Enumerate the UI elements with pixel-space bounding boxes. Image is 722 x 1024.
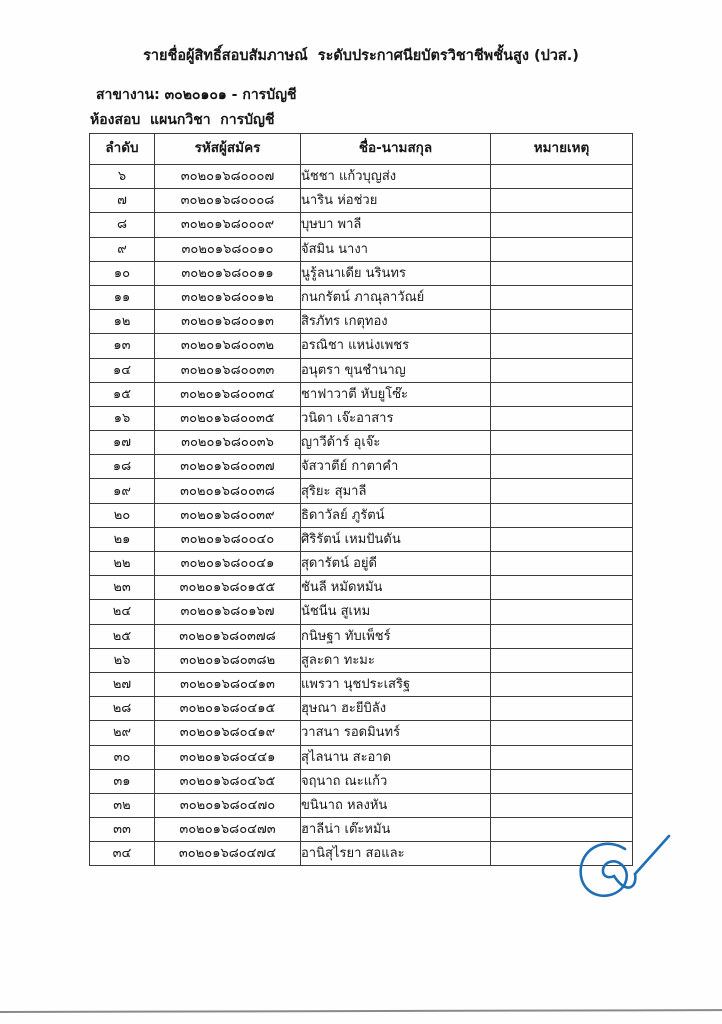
table-row <box>90 721 633 745</box>
cell-applicant-code: ๓๐๒๐๑๖๘๐๔๑๕ <box>155 697 301 721</box>
table-row <box>90 648 633 672</box>
cell-order-number: ๑๓ <box>90 334 155 358</box>
cell-remark <box>491 310 633 334</box>
cell-order-number: ๑๘ <box>90 455 155 479</box>
cell-applicant-code: ๓๐๒๐๑๖๘๐๓๘๒ <box>155 648 301 672</box>
cell-applicant-code: ๓๐๒๐๑๖๘๐๔๗๔ <box>155 842 301 866</box>
cell-remark <box>491 769 633 793</box>
cell-applicant-code: ๓๐๒๐๑๖๘๐๐๔๑ <box>155 552 301 576</box>
cell-remark <box>491 697 633 721</box>
cell-order-number: ๓๐ <box>90 745 155 769</box>
cell-order-number: ๒๔ <box>90 600 155 624</box>
cell-remark <box>491 721 633 745</box>
cell-remark <box>491 431 633 455</box>
table-row <box>90 431 633 455</box>
cell-order-number: ๑๖ <box>90 406 155 430</box>
cell-order-number: ๒๖ <box>90 648 155 672</box>
cell-order-number: ๒๕ <box>90 624 155 648</box>
table-row <box>90 697 633 721</box>
cell-full-name: ฮาลีน่า เต๊ะหมัน <box>301 818 491 842</box>
page-edge-line <box>0 1009 722 1013</box>
cell-full-name: อรณิชา แหน่งเพชร <box>301 334 491 358</box>
cell-full-name: ฮุษณา ฮะยีบิลัง <box>301 697 491 721</box>
cell-order-number: ๒๑ <box>90 527 155 551</box>
header-code: รหัสผู้สมัคร <box>155 134 301 165</box>
cell-full-name: นูรู้ลนาเดีย นรินทร <box>301 261 491 285</box>
cell-full-name: สูละดา ทะมะ <box>301 648 491 672</box>
table-row <box>90 600 633 624</box>
cell-applicant-code: ๓๐๒๐๑๖๘๐๑๖๗ <box>155 600 301 624</box>
cell-order-number: ๒๗ <box>90 672 155 696</box>
cell-full-name: แพรวา นุชประเสริฐ <box>301 672 491 696</box>
cell-full-name: อนุตรา ขุนชำนาญ <box>301 358 491 382</box>
cell-applicant-code: ๓๐๒๐๑๖๘๐๔๑๙ <box>155 721 301 745</box>
cell-remark <box>491 406 633 430</box>
cell-full-name: ศิริรัตน์ เหมปันดัน <box>301 527 491 551</box>
cell-remark <box>491 382 633 406</box>
table-row <box>90 189 633 213</box>
candidates-table <box>89 133 633 866</box>
cell-applicant-code: ๓๐๒๐๑๖๘๐๐๓๙ <box>155 503 301 527</box>
cell-order-number: ๗ <box>90 189 155 213</box>
cell-order-number: ๒๘ <box>90 697 155 721</box>
table-row <box>90 745 633 769</box>
cell-remark <box>491 672 633 696</box>
cell-order-number: ๑๑ <box>90 285 155 309</box>
table-row <box>90 624 633 648</box>
cell-order-number: ๓๓ <box>90 818 155 842</box>
exam-room-line: ห้องสอบ แผนกวิชา การบัญชี <box>90 112 275 128</box>
cell-full-name: บุษบา พาลี <box>301 213 491 237</box>
cell-order-number: ๒๙ <box>90 721 155 745</box>
cell-applicant-code: ๓๐๒๐๑๖๘๐๐๓๗ <box>155 455 301 479</box>
table-row <box>90 382 633 406</box>
table-row <box>90 527 633 551</box>
cell-remark <box>491 552 633 576</box>
cell-applicant-code: ๓๐๒๐๑๖๘๐๐๓๖ <box>155 431 301 455</box>
cell-full-name: สุดารัตน์ อยู่ดี <box>301 552 491 576</box>
table-row <box>90 334 633 358</box>
table-row <box>90 576 633 600</box>
table-row <box>90 237 633 261</box>
cell-remark <box>491 842 633 866</box>
cell-applicant-code: ๓๐๒๐๑๖๘๐๐๔๐ <box>155 527 301 551</box>
cell-applicant-code: ๓๐๒๐๑๖๘๐๐๐๗ <box>155 165 301 189</box>
cell-applicant-code: ๓๐๒๐๑๖๘๐๐๑๐ <box>155 237 301 261</box>
cell-applicant-code: ๓๐๒๐๑๖๘๐๔๑๓ <box>155 672 301 696</box>
cell-remark <box>491 455 633 479</box>
cell-applicant-code: ๓๐๒๐๑๖๘๐๐๐๙ <box>155 213 301 237</box>
cell-applicant-code: ๓๐๒๐๑๖๘๐๐๓๘ <box>155 479 301 503</box>
table-row <box>90 358 633 382</box>
cell-applicant-code: ๓๐๒๐๑๖๘๐๔๗๓ <box>155 818 301 842</box>
cell-full-name: ธิดาวัลย์ ภูรัตน์ <box>301 503 491 527</box>
cell-full-name: อานิสุไรยา สอและ <box>301 842 491 866</box>
cell-remark <box>491 479 633 503</box>
cell-full-name: ชาฟาวาตี หับยูโซ๊ะ <box>301 382 491 406</box>
cell-full-name: นัชชา แก้วบุญส่ง <box>301 165 491 189</box>
cell-order-number: ๒๒ <box>90 552 155 576</box>
cell-full-name: นาริน ห่อช่วย <box>301 189 491 213</box>
table-row <box>90 285 633 309</box>
cell-remark <box>491 648 633 672</box>
cell-applicant-code: ๓๐๒๐๑๖๘๐๔๖๕ <box>155 769 301 793</box>
cell-remark <box>491 165 633 189</box>
cell-full-name: สุริยะ สุมาลี <box>301 479 491 503</box>
table-row <box>90 552 633 576</box>
table-row <box>90 672 633 696</box>
cell-applicant-code: ๓๐๒๐๑๖๘๐๐๓๒ <box>155 334 301 358</box>
cell-full-name: นัชนีน สูเหม <box>301 600 491 624</box>
cell-remark <box>491 600 633 624</box>
cell-remark <box>491 624 633 648</box>
cell-full-name: วาสนา รอดมินทร์ <box>301 721 491 745</box>
cell-order-number: ๒๓ <box>90 576 155 600</box>
cell-full-name: สุไลนาน สะอาด <box>301 745 491 769</box>
table-row <box>90 793 633 817</box>
cell-full-name: ขนินาถ หลงหัน <box>301 793 491 817</box>
table-header <box>90 134 633 165</box>
table-row <box>90 261 633 285</box>
cell-full-name: จัสมิน นางา <box>301 237 491 261</box>
cell-remark <box>491 527 633 551</box>
header-name: ชื่อ-นามสกุล <box>301 134 491 165</box>
table-row <box>90 165 633 189</box>
cell-remark <box>491 818 633 842</box>
cell-remark <box>491 503 633 527</box>
table-row <box>90 213 633 237</box>
cell-applicant-code: ๓๐๒๐๑๖๘๐๑๕๕ <box>155 576 301 600</box>
branch-line: สาขางาน: ๓๐๒๐๑๐๑ - การบัญชี <box>96 87 297 103</box>
cell-remark <box>491 334 633 358</box>
cell-applicant-code: ๓๐๒๐๑๖๘๐๔๗๐ <box>155 793 301 817</box>
cell-order-number: ๑๒ <box>90 310 155 334</box>
table-row <box>90 503 633 527</box>
table-row <box>90 818 633 842</box>
cell-full-name: สิรภัทร เกตุทอง <box>301 310 491 334</box>
cell-remark <box>491 793 633 817</box>
cell-full-name: ญาวีด้าร์ อุเจ๊ะ <box>301 431 491 455</box>
cell-remark <box>491 237 633 261</box>
cell-applicant-code: ๓๐๒๐๑๖๘๐๔๔๑ <box>155 745 301 769</box>
table-row <box>90 310 633 334</box>
cell-applicant-code: ๓๐๒๐๑๖๘๐๐๓๓ <box>155 358 301 382</box>
cell-applicant-code: ๓๐๒๐๑๖๘๐๐๑๒ <box>155 285 301 309</box>
cell-order-number: ๑๐ <box>90 261 155 285</box>
cell-full-name: จัสวาตีย์ กาตาคำ <box>301 455 491 479</box>
cell-applicant-code: ๓๐๒๐๑๖๘๐๐๓๕ <box>155 406 301 430</box>
cell-full-name: กนกรัตน์ ภาณุลาวัณย์ <box>301 285 491 309</box>
cell-order-number: ๑๔ <box>90 358 155 382</box>
cell-order-number: ๓๑ <box>90 769 155 793</box>
table-row <box>90 769 633 793</box>
cell-remark <box>491 261 633 285</box>
table-row <box>90 406 633 430</box>
cell-order-number: ๑๗ <box>90 431 155 455</box>
cell-full-name: วนิดา เจ๊ะอาสาร <box>301 406 491 430</box>
header-note: หมายเหตุ <box>491 134 633 165</box>
cell-order-number: ๒๐ <box>90 503 155 527</box>
cell-order-number: ๑๕ <box>90 382 155 406</box>
cell-order-number: ๖ <box>90 165 155 189</box>
table-row <box>90 842 633 866</box>
cell-order-number: ๑๙ <box>90 479 155 503</box>
cell-order-number: ๓๔ <box>90 842 155 866</box>
table-row <box>90 455 633 479</box>
cell-remark <box>491 285 633 309</box>
cell-full-name: กนิษฐา ทับเพ็ชร์ <box>301 624 491 648</box>
cell-order-number: ๘ <box>90 213 155 237</box>
cell-applicant-code: ๓๐๒๐๑๖๘๐๐๐๘ <box>155 189 301 213</box>
cell-order-number: ๓๒ <box>90 793 155 817</box>
cell-order-number: ๙ <box>90 237 155 261</box>
cell-full-name: ชันลี หมัดหมัน <box>301 576 491 600</box>
table-row <box>90 479 633 503</box>
cell-remark <box>491 189 633 213</box>
document-title: รายชื่อผู้สิทธิ์สอบสัมภาษณ์ ระดับประกาศนียบัตรวิชาชีพชั้นสูง (ปวส.) <box>143 48 579 64</box>
table-body <box>90 165 633 866</box>
cell-applicant-code: ๓๐๒๐๑๖๘๐๐๑๓ <box>155 310 301 334</box>
cell-full-name: จฤนาถ ณะแก้ว <box>301 769 491 793</box>
cell-remark <box>491 576 633 600</box>
cell-remark <box>491 213 633 237</box>
cell-applicant-code: ๓๐๒๐๑๖๘๐๐๑๑ <box>155 261 301 285</box>
cell-remark <box>491 745 633 769</box>
cell-remark <box>491 358 633 382</box>
cell-applicant-code: ๓๐๒๐๑๖๘๐๓๗๘ <box>155 624 301 648</box>
header-no: ลำดับ <box>90 134 155 165</box>
cell-applicant-code: ๓๐๒๐๑๖๘๐๐๓๔ <box>155 382 301 406</box>
